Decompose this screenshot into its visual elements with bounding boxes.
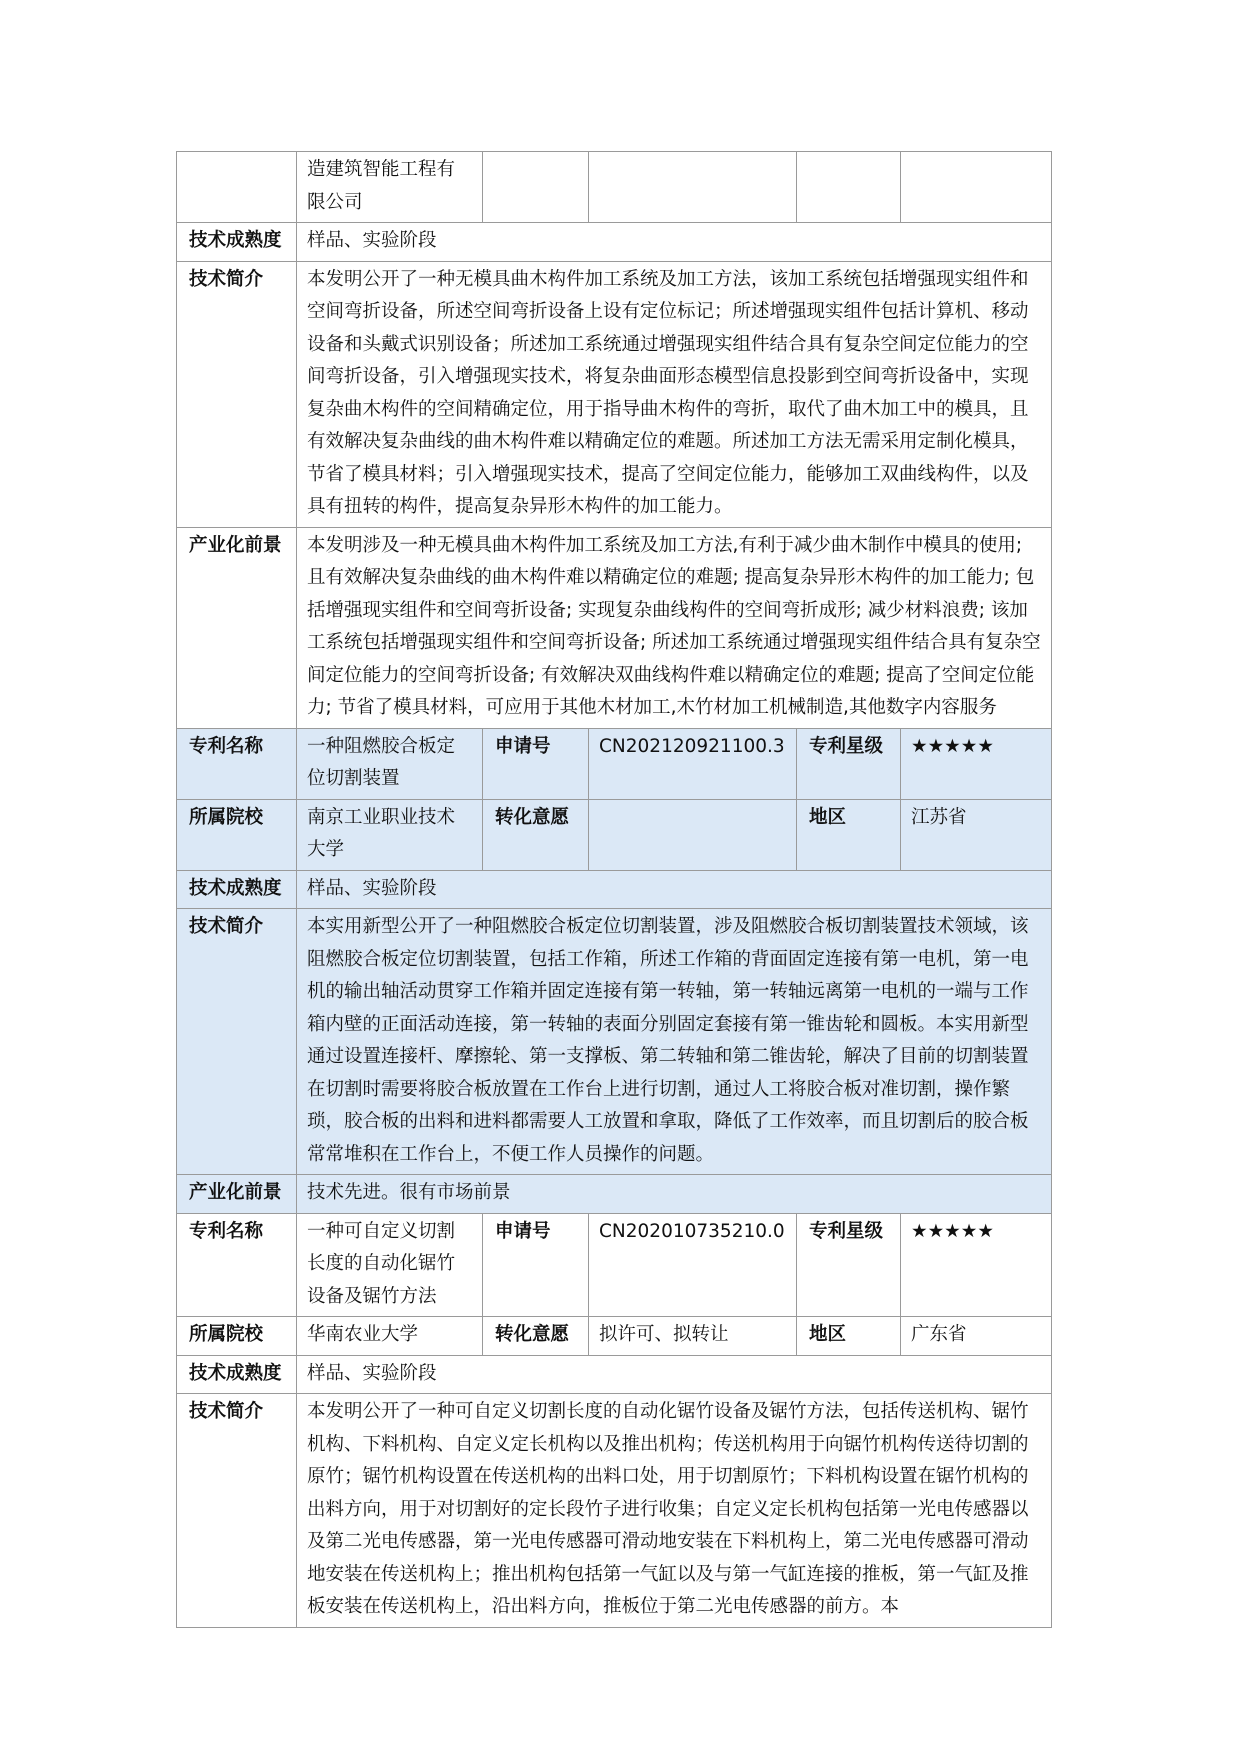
table-row (177, 223, 1052, 262)
maturity-label: 技术成熟度 (177, 870, 297, 909)
table-row (177, 261, 1052, 527)
star-level-label: 专利星级 (797, 728, 901, 799)
summary-value: 本实用新型公开了一种阻燃胶合板定位切割装置，涉及阻燃胶合板切割装置技术领域，该阻燃胶合板定位切割装置，包括工作箱，所述工作箱的背面固定连接有第一电机，第一电机的输出轴活动贯穿工作箱并固定连接有第一转轴，第一转轴远离第一电机的一端与工作箱内壁的正面活动连接，第一转轴的表面分别固定套接有第一锥齿轮和圆板。本实用新型通过设置连接杆、摩擦轮、第一支撑板、第二转轴和第二锥齿轮，解决了目前的切割装置在切割时需要将胶合板放置在工作台上进行切割，通过人工将胶合板对准切割，操作繁琐，胶合板的出料和进料都需要人工放置和拿取，降低了工作效率，而且切割后的胶合板常常堆积在工作台上，不便工作人员操作的问题。 (297, 909, 1052, 1175)
prospects-value: 本发明涉及一种无模具曲木构件加工系统及加工方法,有利于减少曲木制作中模具的使用; 且有效解决复杂曲线的曲木构件难以精确定位的难题; 提高复杂异形木构件的加工能力; 包括增强现实组件和空间弯折设备; 实现复杂曲线构件的空间弯折成形; 减少材料浪费; 该加工系统包括增强现实组件和空间弯折设备; 所述加工系统通过增强现实组件结合具有复杂空间定位能力的空间弯折设备; 有效解决双曲线构件难以精确定位的难题; 提高了空间定位能力; 节省了模具材料，可应用于其他木材加工,木竹材加工机械制造,其他数字内容服务 (297, 527, 1052, 728)
table-row (177, 1394, 1052, 1628)
star-rating: ★★★★★ (901, 1213, 1052, 1317)
empty-cell (177, 152, 297, 223)
table-row (177, 728, 1052, 799)
prospects-value: 技术先进。很有市场前景 (297, 1175, 1052, 1214)
transfer-intent-value (589, 799, 797, 870)
patent-name-label: 专利名称 (177, 728, 297, 799)
maturity-value: 样品、实验阶段 (297, 1355, 1052, 1394)
application-no-label: 申请号 (483, 728, 589, 799)
maturity-label: 技术成熟度 (177, 1355, 297, 1394)
table-row (177, 909, 1052, 1175)
prospects-label: 产业化前景 (177, 1175, 297, 1214)
region-value: 江苏省 (901, 799, 1052, 870)
university-label: 所属院校 (177, 1317, 297, 1356)
patent-name-label: 专利名称 (177, 1213, 297, 1317)
empty-cell (589, 152, 797, 223)
patent-table (176, 151, 1052, 1628)
region-label: 地区 (797, 799, 901, 870)
summary-value: 本发明公开了一种可自定义切割长度的自动化锯竹设备及锯竹方法，包括传送机构、锯竹机构、下料机构、自定义定长机构以及推出机构；传送机构用于向锯竹机构传送待切割的原竹；锯竹机构设置在传送机构的出料口处，用于切割原竹；下料机构设置在锯竹机构的出料方向，用于对切割好的定长段竹子进行收集；自定义定长机构包括第一光电传感器以及第二光电传感器，第一光电传感器可滑动地安装在下料机构上，第二光电传感器可滑动地安装在传送机构上；推出机构包括第一气缸以及与第一气缸连接的推板，第一气缸及推板安装在传送机构上，沿出料方向，推板位于第二光电传感器的前方。本 (297, 1394, 1052, 1628)
star-level-label: 专利星级 (797, 1213, 901, 1317)
application-no-value: CN202010735210.0 (589, 1213, 797, 1317)
table-row (177, 527, 1052, 728)
empty-cell (901, 152, 1052, 223)
application-no-value: CN202120921100.3 (589, 728, 797, 799)
table-row (177, 1175, 1052, 1214)
patent-name-value: 一种可自定义切割长度的自动化锯竹设备及锯竹方法 (297, 1213, 483, 1317)
region-value: 广东省 (901, 1317, 1052, 1356)
prospects-label: 产业化前景 (177, 527, 297, 728)
university-value: 造建筑智能工程有限公司 (297, 152, 483, 223)
empty-cell (483, 152, 589, 223)
summary-label: 技术简介 (177, 909, 297, 1175)
summary-label: 技术简介 (177, 261, 297, 527)
maturity-label: 技术成熟度 (177, 223, 297, 262)
university-value: 华南农业大学 (297, 1317, 483, 1356)
table-row (177, 870, 1052, 909)
table-row (177, 152, 1052, 223)
empty-cell (797, 152, 901, 223)
summary-value: 本发明公开了一种无模具曲木构件加工系统及加工方法，该加工系统包括增强现实组件和空间弯折设备，所述空间弯折设备上设有定位标记；所述增强现实组件包括计算机、移动设备和头戴式识别设备；所述加工系统通过增强现实组件结合具有复杂空间定位能力的空间弯折设备，引入增强现实技术，将复杂曲面形态模型信息投影到空间弯折设备中，实现复杂曲木构件的空间精确定位，用于指导曲木构件的弯折，取代了曲木加工中的模具，且有效解决复杂曲线的曲木构件难以精确定位的难题。所述加工方法无需采用定制化模具，节省了模具材料；引入增强现实技术，提高了空间定位能力，能够加工双曲线构件，以及具有扭转的构件，提高复杂异形木构件的加工能力。 (297, 261, 1052, 527)
transfer-intent-value: 拟许可、拟转让 (589, 1317, 797, 1356)
region-label: 地区 (797, 1317, 901, 1356)
patent-name-value: 一种阻燃胶合板定位切割装置 (297, 728, 483, 799)
maturity-value: 样品、实验阶段 (297, 223, 1052, 262)
table-row (177, 799, 1052, 870)
application-no-label: 申请号 (483, 1213, 589, 1317)
summary-label: 技术简介 (177, 1394, 297, 1628)
transfer-intent-label: 转化意愿 (483, 799, 589, 870)
university-label: 所属院校 (177, 799, 297, 870)
table-row (177, 1355, 1052, 1394)
transfer-intent-label: 转化意愿 (483, 1317, 589, 1356)
university-value: 南京工业职业技术大学 (297, 799, 483, 870)
maturity-value: 样品、实验阶段 (297, 870, 1052, 909)
patent-document-page (176, 151, 1051, 1628)
star-rating: ★★★★★ (901, 728, 1052, 799)
table-row (177, 1317, 1052, 1356)
table-row (177, 1213, 1052, 1317)
